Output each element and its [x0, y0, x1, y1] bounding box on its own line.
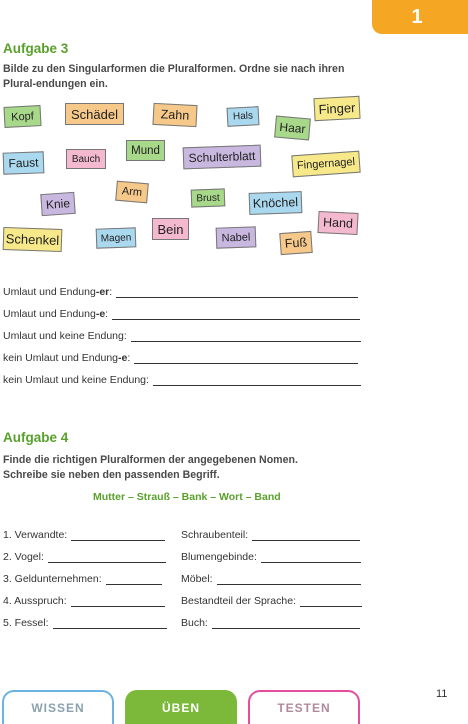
word-card[interactable]: Schulterblatt — [183, 145, 262, 170]
word-card[interactable]: Haar — [274, 116, 311, 141]
word-card[interactable]: Fingernagel — [291, 151, 360, 178]
answer-row-umlaut-none: Umlaut und keine Endung: — [3, 330, 361, 342]
task4-wordlist: Mutter – Strauß – Bank – Wort – Band — [93, 491, 281, 503]
exercise-left-4: 4. Ausspruch: — [3, 595, 165, 607]
exercise-right-2: Blumengebinde: — [181, 551, 361, 563]
exercise-right-5: Buch: — [181, 617, 360, 629]
word-card[interactable]: Zahn — [152, 103, 197, 127]
answer-line[interactable] — [153, 384, 361, 386]
exercise-left-1: 1. Verwandte: — [3, 529, 165, 541]
answer-line[interactable] — [106, 583, 162, 585]
answer-row-umlaut-e: Umlaut und Endung -e : — [3, 308, 360, 320]
word-card[interactable]: Mund — [126, 140, 165, 161]
answer-line[interactable] — [116, 296, 358, 298]
chapter-number-tab: 1 — [372, 0, 468, 34]
word-card[interactable]: Schenkel — [3, 227, 63, 252]
answer-line[interactable] — [112, 318, 360, 320]
tab-ueben[interactable]: ÜBEN — [125, 690, 237, 724]
answer-line[interactable] — [217, 583, 361, 585]
answer-line[interactable] — [71, 605, 165, 607]
task4-title: Aufgabe 4 — [3, 430, 69, 445]
word-card[interactable]: Bein — [152, 218, 189, 240]
word-card[interactable]: Hand — [317, 211, 358, 235]
answer-line[interactable] — [261, 561, 361, 563]
exercise-left-5: 5. Fessel: — [3, 617, 167, 629]
word-card[interactable]: Arm — [115, 181, 149, 204]
answer-row-er: Umlaut und Endung -er : — [3, 286, 358, 298]
answer-line[interactable] — [71, 539, 165, 541]
word-card[interactable]: Hals — [227, 106, 260, 127]
answer-line[interactable] — [212, 627, 360, 629]
answer-row-no-umlaut-none: kein Umlaut und keine Endung: — [3, 374, 361, 386]
word-card[interactable]: Magen — [96, 227, 137, 248]
word-card[interactable]: Schädel — [65, 103, 124, 125]
word-card[interactable]: Knie — [40, 192, 75, 216]
answer-line[interactable] — [53, 627, 167, 629]
word-card[interactable]: Bauch — [66, 149, 106, 169]
exercise-right-3: Möbel: — [181, 573, 361, 585]
word-card[interactable]: Knöchel — [249, 191, 303, 215]
word-card[interactable]: Finger — [313, 96, 360, 121]
task4-instruction: Finde die richtigen Pluralformen der angegebenen Nomen. Schreibe sie neben den passenden Begriff. — [3, 454, 298, 481]
exercise-left-3: 3. Geldunternehmen: — [3, 573, 162, 585]
page-number: 11 — [436, 688, 448, 700]
answer-line[interactable] — [48, 561, 166, 563]
task3-title: Aufgabe 3 — [3, 41, 69, 56]
word-card[interactable]: Kopf — [3, 105, 41, 128]
exercise-right-1: Schraubenteil: — [181, 529, 360, 541]
word-card[interactable]: Nabel — [216, 226, 257, 248]
exercise-left-2: 2. Vogel: — [3, 551, 166, 563]
tab-testen[interactable]: TESTEN — [248, 690, 360, 724]
answer-line[interactable] — [300, 605, 362, 607]
task3-instruction: Bilde zu den Singularformen die Pluralformen. Ordne sie nach ihren Plural-endungen ein. — [3, 63, 345, 90]
answer-line[interactable] — [131, 340, 361, 342]
answer-row-no-umlaut-e: kein Umlaut und Endung -e : — [3, 352, 358, 364]
word-card[interactable]: Brust — [191, 188, 226, 207]
answer-line[interactable] — [252, 539, 360, 541]
tab-wissen[interactable]: WISSEN — [2, 690, 114, 724]
exercise-right-4: Bestandteil der Sprache: — [181, 595, 362, 607]
word-card[interactable]: Fuß — [279, 231, 312, 255]
answer-line[interactable] — [134, 362, 358, 364]
word-card[interactable]: Faust — [3, 151, 45, 174]
